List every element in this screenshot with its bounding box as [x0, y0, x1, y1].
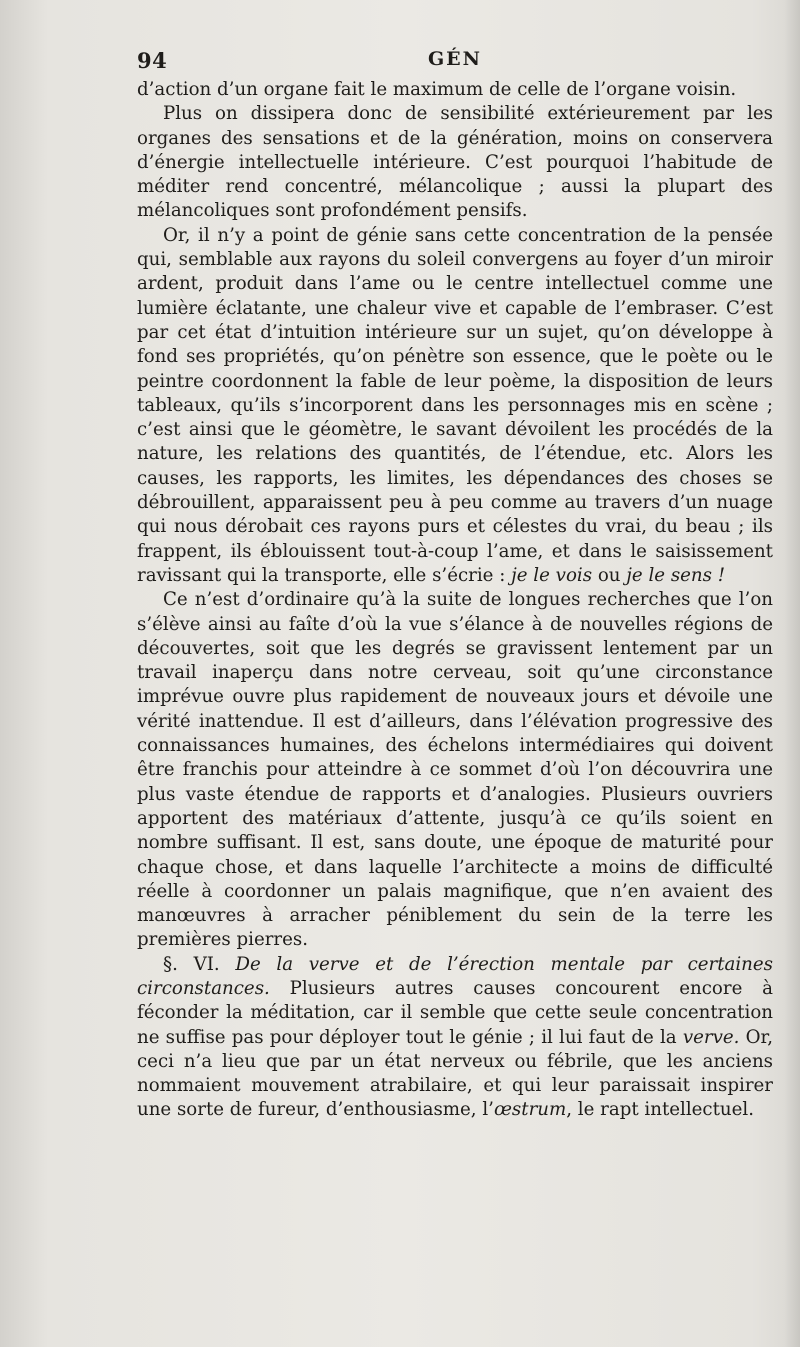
paragraph-5-text-middle: Or, ceci n’a lieu que par un état nerveux ou fébrile, que les anciens nommaient mouvement atrabilaire, et qui leur paraissait inspirer une sorte de fureur, d’enthousiasme, l’: [137, 1026, 773, 1121]
paragraph-2: [137, 102, 773, 223]
paragraph-4: [137, 588, 773, 952]
paragraph-4-text: Ce n’est d’ordinaire qu’à la suite de longues recherches que l’on s’élève ainsi au faîte d’où la vue s’élance à de nouvelles régions de découvertes, soit que les degrés se gravissent lentement par un travail inaperçu dans notre cerveau, soit qu’une circonstance imprévue ouvre plus rapidement de nouveaux jours et dévoile une vérité inattendue. Il est d’ailleurs, dans l’élévation progressive des connaissances humaines, des échelons intermédiaires qui doivent être franchis pour atteindre à ce sommet d’où l’on découvrira une plus vaste étendue de rapports et d’analogies. Plusieurs ouvriers apportent des matériaux d’attente, jusqu’à ce qu’ils soient en nombre suffisant. Il est, sans doute, une époque de maturité pour chaque chose, et dans laquelle l’architecte a moins de difficulté réelle à coordonner un palais magnifique, que n’en avaient des manœuvres à arracher péniblement du sein de la terre les premières pierres.: [137, 589, 773, 951]
paragraph-3-connector: ou: [592, 564, 627, 586]
paragraph-3-text: Or, il n’y a point de génie sans cette concentration de la pensée qui, semblable aux rayons du soleil convergens au foyer d’un miroir ardent, produit dans l’ame ou le centre intellectuel comme une lumière éclatante, une chaleur vive et capable de l’embraser. C’est par cet état d’intuition intérieure sur un sujet, qu’on développe à fond ses propriétés, qu’on pénètre son essence, que le poète ou le peintre coordonnent la fable de leur poème, la disposition de leurs tableaux, qu’ils s’incorporent dans les personnages mis en scène ; c’est ainsi que le géomètre, le savant dévoilent les procédés de la nature, les relations des quantités, de l’étendue, etc. Alors les causes, les rapports, les limites, les dépendances des choses se débrouillent, apparaissent peu à peu comme au travers d’un nuage qui nous dérobait ces rayons purs et célestes du vrai, du beau ; ils frappent, ils éblouissent tout-à-coup l’ame, et dans le saisissement ravissant qui la transporte, elle s’écrie :: [137, 224, 773, 586]
paragraph-3: [137, 224, 773, 588]
section-marker: §. VI.: [163, 953, 220, 975]
italic-phrase-je-le-vois: je le vois: [511, 564, 593, 586]
italic-word-oestrum: œstrum: [493, 1099, 567, 1121]
paragraph-5: [137, 953, 773, 1123]
body-text: [137, 78, 773, 1123]
italic-word-verve: verve.: [682, 1026, 740, 1048]
page-header: [137, 48, 773, 78]
paragraph-continuation: [137, 78, 773, 102]
paragraph-2-text: Plus on dissipera donc de sensibilité extérieurement par les organes des sensations et de la génération, moins on conservera d’énergie intellectuelle intérieure. C’est pourquoi l’habitude de méditer rend concentré, mélancolique ; aussi la plupart des mélancoliques sont profondément pensifs.: [137, 103, 773, 222]
paragraph-1-text: d’action d’un organe fait le maximum de celle de l’organe voisin.: [137, 79, 737, 100]
italic-phrase-je-le-sens: je le sens !: [626, 564, 726, 586]
page-number: 94: [137, 48, 168, 73]
running-title: GÉN: [427, 48, 483, 70]
paragraph-5-text-after: , le rapt intellectuel.: [566, 1099, 754, 1121]
paragraph-5-text-before: Plusieurs autres causes concourent encore à féconder la méditation, car il semble que cette seule concentration ne suffise pas pour déployer tout le génie ; il lui faut de la: [137, 977, 773, 1048]
section-heading: De la verve et de l’érection mentale par certaines circonstances.: [137, 953, 773, 999]
